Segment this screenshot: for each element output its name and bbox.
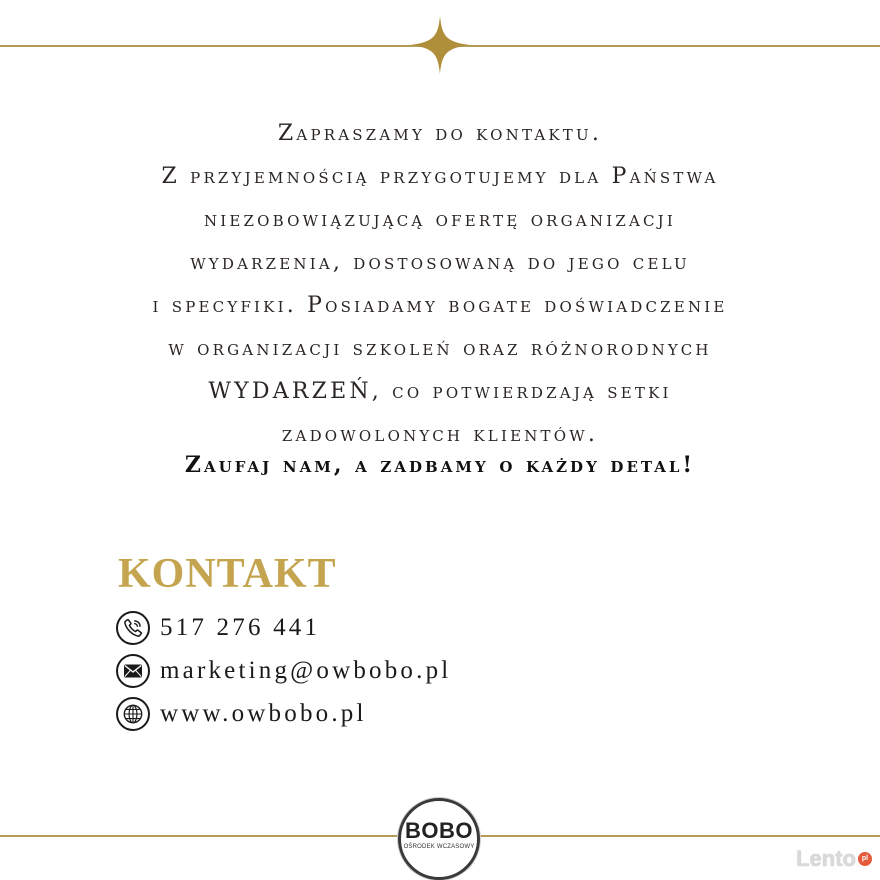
watermark-text: Lento (796, 846, 856, 871)
contact-email[interactable] (116, 652, 451, 690)
lento-watermark (796, 846, 872, 872)
intro-line: i specyfiki. Posiadamy bogate doświadczenie (152, 293, 728, 318)
phone-icon (116, 611, 150, 645)
intro-line: Z przyjemnością przygotujemy dla Państwa (161, 164, 719, 189)
logo-name: BOBO (405, 818, 473, 843)
watermark-badge: pl (858, 852, 872, 866)
four-point-star-icon (410, 16, 470, 74)
intro-line: wydarzenia, dostosowaną do jego celu (190, 250, 690, 275)
intro-line: Zapraszamy do kontaktu. (277, 121, 603, 146)
intro-line: niezobowiązującą ofertę organizacji (203, 207, 677, 232)
contact-title: KONTAKT (118, 551, 337, 597)
intro-line: w organizacji szkoleń oraz różnorodnych (168, 336, 712, 361)
contact-website[interactable] (116, 695, 367, 733)
contact-phone[interactable] (116, 609, 320, 647)
email-address: marketing@owbobo.pl (160, 657, 452, 684)
intro-paragraph (60, 112, 820, 456)
envelope-icon (116, 654, 150, 688)
tagline: Zaufaj nam, a zadbamy o każdy detal! (184, 452, 696, 478)
logo-subtitle: OŚRODEK WCZASOWY (403, 844, 475, 850)
intro-line: zadowolonych klientów. (281, 422, 599, 447)
phone-number: 517 276 441 (160, 614, 321, 641)
globe-icon (116, 697, 150, 731)
intro-line: WYDARZEŃ, co potwierdzają setki (208, 379, 672, 404)
website-url: www.owbobo.pl (160, 700, 367, 727)
bobo-logo (398, 798, 480, 880)
